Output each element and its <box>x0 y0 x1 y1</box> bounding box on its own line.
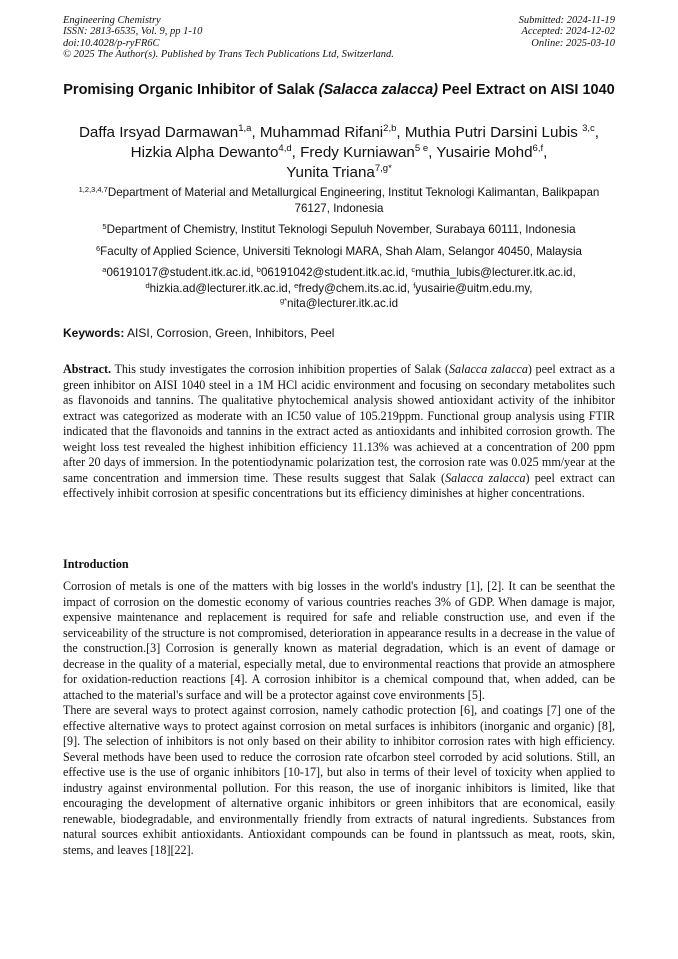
email-address: 06191042@student.itk.ac.id, <box>260 266 412 279</box>
abstract-text: This study investigates the corrosion inhibition properties of Salak ( <box>111 362 449 376</box>
doi-line: doi:10.4028/p-ryFR6C <box>63 37 160 49</box>
author-separator: , <box>428 144 437 161</box>
email-mark: b <box>256 265 261 274</box>
affiliation <box>63 222 615 238</box>
copyright-line: © 2025 The Author(s). Published by Trans Tech Publications Ltd, Switzerland. <box>63 49 394 61</box>
author-separator: , <box>291 144 301 161</box>
email-mark: e <box>294 280 299 290</box>
issn-line: ISSN: 2813-6535, Vol. 9, pp 1-10 <box>63 26 203 38</box>
email-address: fredy@chem.its.ac.id, <box>298 281 414 295</box>
author-affil-mark: 2,b <box>383 123 397 134</box>
paper-title <box>63 81 615 99</box>
author-separator: , <box>594 124 600 141</box>
affiliation-text: Department of Material and Metallurgical Engineering, Institut Teknologi Kalimantan, Balikpapan 76127, Indonesia <box>107 186 600 215</box>
email-address: 06191017@student.itk.ac.id, <box>106 266 257 279</box>
author-name: Yusairie Mohd <box>436 144 533 161</box>
submitted-date: Submitted: 2024-11-19 <box>518 15 615 26</box>
author-affil-mark: 3,c <box>582 123 595 134</box>
section-heading-introduction: Introduction <box>63 557 129 571</box>
author-list <box>55 123 623 183</box>
online-date: Online: 2025-03-10 <box>531 37 615 49</box>
author-separator: , <box>251 124 260 141</box>
email-mark: c <box>411 265 416 274</box>
title-part-2: Peel Extract on AISI 1040 <box>437 82 615 98</box>
paragraph: There are several ways to protect against corrosion, namely cathodic protection [6], and coatings [7] one of the effective alternative ways to protect against corrosion on metal surfaces is inhibitors (inorganic and organic) [8], [9]. The selection of inhibitors is not only based on their ability to inhibitor corrosion rates with high efficiency. Several methods have been used to reduce the corrosion rate ofcarbon steel corroded by acid solutions. Still, an effective use is the use of organic inhibitors [10-17], but also in terms of their level of toxicity when applied to industry against environmental pollution. For this reason, the use of inorganic inhibitors is limited, like that encouraging the development of alternative organic inhibitors or green inhibitors that are economical, easily renewable, biodegradable, and environmentally friendly from extracts of natural ingredients. Substances from natural sources exhibit antioxidants. Antioxidant compounds can be found in plantssuch as meat, roots, skin, stems, and leaves [18][22]. <box>63 703 615 857</box>
keywords <box>63 326 334 340</box>
affiliation-mark: 5 <box>102 222 107 231</box>
abstract-species: Salacca zalacca <box>445 470 526 485</box>
paragraph: Corrosion of metals is one of the matters with big losses in the world's industry [1], [2]. It can be seenthat the impact of corrosion on the domestic economy of various countries reaches 3% of GDP. When damage is major, expensive maintenance and replacement is required for safe and reliable construction use, and even if the serviceability of the structure is not compromised, deterioration in appearance results in a decrease in the value of the construction.[3] Corrosion is generally known as material degradation, which is an event of damage or decrease in the quality of a material, especially metal, due to environmental reactions that provide an atmosphere for oxidation-reduction reactions [4]. A corrosion inhibitor is a chemical compound that, when added, can be attached to the material's surface and will be a protector against cove environments [5]. <box>63 579 615 702</box>
email-mark: a <box>102 265 107 274</box>
accepted-date: Accepted: 2024-12-02 <box>521 26 615 38</box>
author-name: Hizkia Alpha Dewanto <box>130 144 279 161</box>
keywords-label: Keywords: <box>63 326 125 340</box>
journal-header-right <box>519 15 615 49</box>
abstract-text: ) peel extract as a green inhibitor on AISI 1040 steel in a 1M HCl acidic environment and focusing on secondary metabolites such as flavonoids and tannins. The qualitative phytochemical analysis showed antioxidant activity of the inhibitor extract was categorized as moderate with an IC50 value of 105.219ppm. Functional group analysis using FTIR indicated that the flavonoids and tannins in the extract acted as antioxidants and inhibited corrosion growth. The weight loss test revealed the highest inhibition efficiency 11.13% was achieved at a concentration of 200 ppm after 20 days of immersion. In the potentiodynamic polarization test, the corrosion rate was 0.025 mm/year at the same concentration and immersion time. These results suggest that Salak ( <box>63 362 616 485</box>
author-name: Muhammad Rifani <box>259 124 384 141</box>
author-affil-mark: 7,g* <box>374 163 392 174</box>
author-name: Muthia Putri Darsini Lubis <box>404 124 583 141</box>
abstract <box>63 362 615 502</box>
affiliation <box>63 244 615 260</box>
introduction-body <box>63 579 615 858</box>
email-mark: g* <box>279 296 288 305</box>
abstract-label: Abstract. <box>63 362 112 376</box>
author-affil-mark: 1,a <box>238 123 252 134</box>
email-address: yusairie@uitm.edu.my, <box>415 281 533 295</box>
keywords-text: AISI, Corrosion, Green, Inhibitors, Peel <box>124 326 335 340</box>
author-affil-mark: 4,d <box>278 143 292 154</box>
email-address: muthia_lubis@lecturer.itk.ac.id, <box>415 266 576 279</box>
affiliation-text: Department of Chemistry, Institut Teknologi Sepuluh November, Surabaya 60111, Indonesia <box>106 223 576 236</box>
email-address: nita@lecturer.itk.ac.id <box>287 297 399 310</box>
author-separator: , <box>396 124 405 141</box>
affiliation-mark: 1,2,3,4,7 <box>78 185 108 194</box>
author-name: Daffa Irsyad Darmawan <box>78 124 239 141</box>
title-part-1: Promising Organic Inhibitor of Salak <box>63 82 319 98</box>
affiliation <box>63 185 615 216</box>
author-name: Yunita Triana <box>286 164 375 181</box>
journal-header-left <box>63 15 394 61</box>
journal-name: Engineering Chemistry <box>63 15 161 26</box>
affiliation-text: Faculty of Applied Science, Universiti Teknologi MARA, Shah Alam, Selangor 40450, Malaysia <box>100 245 582 258</box>
affiliation-mark: 6 <box>96 244 101 253</box>
email-mark: f <box>413 280 416 290</box>
title-species: (Salacca zalacca) <box>318 82 438 98</box>
abstract-species: Salacca zalacca <box>448 362 528 376</box>
author-affil-mark: 6,f <box>532 143 544 154</box>
email-address: hizkia.ad@lecturer.itk.ac.id, <box>149 281 295 295</box>
author-affil-mark: 5 e <box>414 143 429 154</box>
abstract-text: ) peel extract can effectively inhibit corrosion at spesific concentrations but its efficiency diminishes at higher concentrations. <box>63 470 616 500</box>
email-mark: d <box>145 280 150 290</box>
author-name: Fredy Kurniawan <box>300 144 415 161</box>
author-separator: , <box>543 144 548 161</box>
email-list <box>63 265 615 312</box>
